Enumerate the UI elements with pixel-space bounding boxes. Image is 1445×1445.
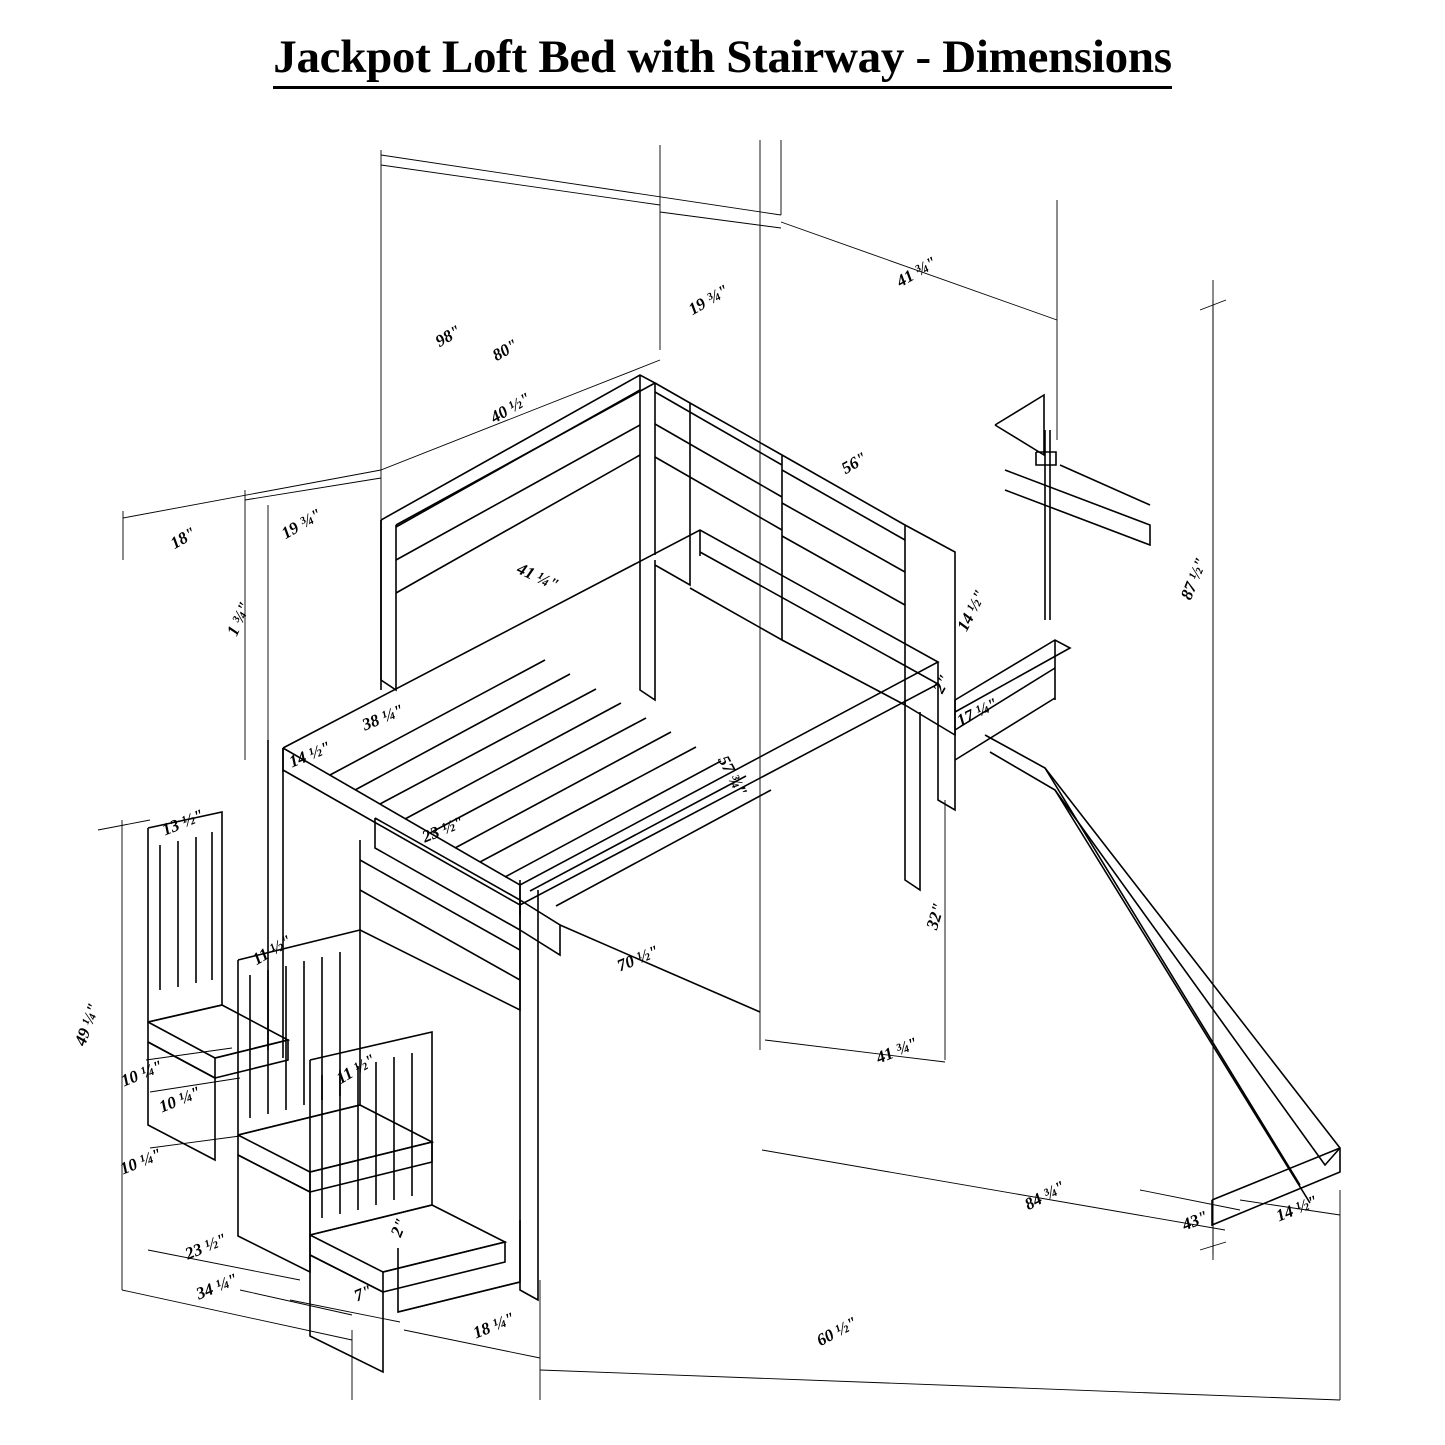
dimension-label-d56: 56": [838, 448, 871, 478]
dimension-label-d40_5: 40 ½": [487, 388, 535, 427]
dimension-label-d10_25_c: 10 ¼": [117, 1144, 165, 1179]
dimension-label-d10_25_a: 10 ¼": [118, 1056, 166, 1091]
dimension-label-d23_5_stair: 23 ½": [182, 1229, 230, 1264]
dimension-label-d11_5_a: 11 ½": [249, 931, 296, 969]
dimension-label-d98: 98": [432, 321, 465, 351]
dimension-label-d84_75: 84 ¾": [1021, 1176, 1069, 1214]
dimension-label-d14_5_right: 14 ½": [953, 586, 990, 635]
dimension-label-d10_25_b: 10 ¼": [156, 1082, 204, 1117]
dimension-label-d38_25: 38 ¼": [359, 700, 407, 735]
dimension-label-d18: 18": [167, 523, 200, 553]
page-title-text: Jackpot Loft Bed with Stairway - Dimensions: [273, 31, 1171, 89]
dimension-label-d57_75: 57 ¾": [714, 752, 752, 800]
dimension-label-d41_75_topright: 41 ¾": [893, 252, 941, 291]
dimension-label-d19_75_top: 19 ¾": [685, 280, 733, 319]
dimension-label-d7: 7": [351, 1281, 376, 1306]
dimension-label-d80: 80": [489, 335, 522, 365]
dimension-label-d11_5_b: 11 ½": [333, 1050, 380, 1088]
dimension-label-d60_5: 60 ½": [813, 1312, 861, 1350]
dimension-label-d2_top: 2": [929, 671, 955, 697]
dimension-label-d32: 32": [922, 900, 949, 932]
dimension-label-d13_5: 13 ½": [159, 805, 207, 840]
dimension-label-d14_5_left: 14 ½": [286, 737, 334, 772]
dimension-label-d23_5_bed: 23 ½": [419, 812, 467, 847]
dimension-label-d87_5: 87 ½": [1176, 554, 1211, 603]
dimension-label-d14_5_slide: 14 ½": [1273, 1191, 1321, 1226]
dimension-label-d1_75: 1 ¾": [222, 599, 255, 639]
dimension-label-d34_25: 34 ¼": [193, 1269, 241, 1304]
dimension-label-d18_25: 18 ¼": [470, 1308, 518, 1343]
dimension-label-d41_25: 41 ¼": [514, 558, 562, 595]
dimension-label-d43: 43": [1179, 1206, 1211, 1235]
dimension-label-d49_25: 49 ¼": [70, 1000, 104, 1049]
dimension-label-d41_75_right: 41 ¾": [873, 1033, 921, 1068]
dimension-label-d19_75_left: 19 ¾": [278, 504, 326, 543]
dimension-label-d17_25: 17 ¼": [953, 693, 1002, 731]
dimension-label-d70_5: 70 ½": [614, 941, 662, 976]
dimension-label-d2_stair: 2": [386, 1215, 412, 1240]
